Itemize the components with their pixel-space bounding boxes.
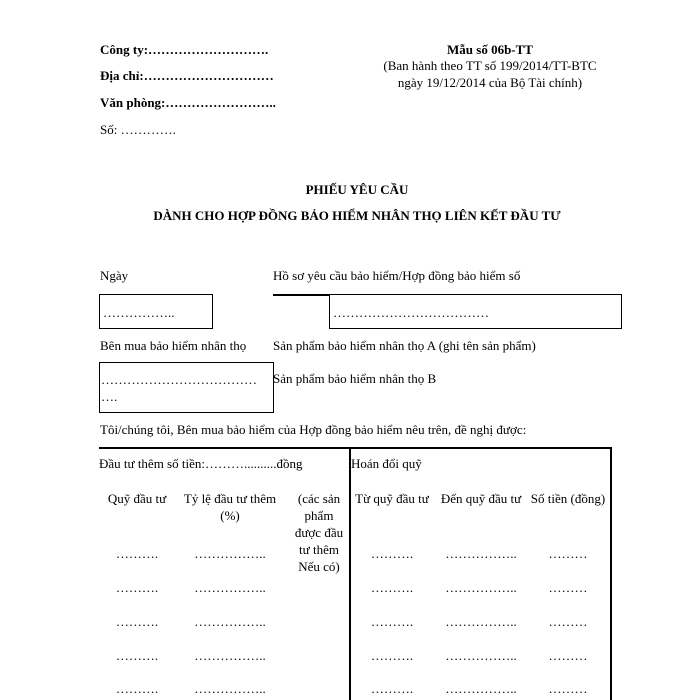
- page-title: PHIẾU YÊU CẦU: [305, 182, 409, 197]
- header-note-line-2: phẩm: [304, 508, 334, 523]
- address-field: Địa chỉ:…………………………: [100, 68, 274, 83]
- buyer-value-line-2: ….: [101, 389, 118, 404]
- row-to-fund[interactable]: ……………..: [445, 580, 517, 595]
- request-intro: Tôi/chúng tôi, Bên mua bảo hiểm của Hợp đồng bảo hiểm nêu trên, đề nghị được:: [100, 422, 527, 437]
- fund-switch-title: Hoán đổi quỹ: [351, 456, 422, 471]
- top-up-amount-title: Đầu tư thêm số tiền:………..........đồng: [99, 456, 303, 471]
- number-field: Số: ………….: [100, 122, 176, 137]
- issued-line-2: ngày 19/12/2014 của Bộ Tài chính): [397, 75, 583, 90]
- company-field: Công ty:……………………….: [100, 42, 269, 57]
- row-fund[interactable]: ……….: [115, 546, 159, 561]
- buyer-value-line-1: ………………………………: [101, 372, 257, 387]
- form-number: Mẫu số 06b-TT: [447, 42, 533, 57]
- row-amount[interactable]: ………: [548, 546, 588, 561]
- header-note-line-1: (các sản: [297, 491, 341, 506]
- row-from-fund[interactable]: ……….: [370, 681, 414, 696]
- page-subtitle: DÀNH CHO HỢP ĐỒNG BẢO HIỂM NHÂN THỌ LIÊN KẾT ĐẦU TƯ: [153, 208, 561, 223]
- row-from-fund[interactable]: ……….: [370, 648, 414, 663]
- row-from-fund[interactable]: ……….: [370, 546, 414, 561]
- header-from-fund: Từ quỹ đầu tư: [355, 491, 429, 506]
- issued-line-1: (Ban hành theo TT số 199/2014/TT-BTC: [383, 58, 597, 73]
- row-to-fund[interactable]: ……………..: [445, 546, 517, 561]
- row-from-fund[interactable]: ……….: [370, 580, 414, 595]
- header-ratio-line-1: Tỷ lệ đầu tư thêm: [183, 491, 277, 506]
- row-amount[interactable]: ………: [548, 648, 588, 663]
- row-to-fund[interactable]: ……………..: [445, 681, 517, 696]
- buyer-box[interactable]: [99, 362, 274, 413]
- date-label: Ngày: [100, 268, 129, 283]
- table-top-border: [99, 447, 611, 449]
- office-field: Văn phòng:……………………..: [100, 95, 276, 110]
- header-note-line-3: được đầu: [294, 525, 344, 540]
- policy-value: ………………………………: [333, 305, 489, 320]
- row-to-fund[interactable]: ……………..: [445, 648, 517, 663]
- buyer-label: Bên mua bảo hiểm nhân thọ: [100, 338, 247, 353]
- row-fund[interactable]: ……….: [115, 648, 159, 663]
- row-from-fund[interactable]: ……….: [370, 614, 414, 629]
- row-amount[interactable]: ………: [548, 580, 588, 595]
- date-box[interactable]: [99, 294, 213, 329]
- row-fund[interactable]: ……….: [115, 614, 159, 629]
- header-note-line-4: tư thêm: [299, 542, 339, 557]
- header-fund: Quỹ đầu tư: [107, 491, 167, 506]
- row-ratio[interactable]: ……………..: [194, 681, 266, 696]
- row-ratio[interactable]: ……………..: [194, 546, 266, 561]
- row-amount[interactable]: ………: [548, 614, 588, 629]
- product-b-label: Sản phẩm bảo hiểm nhân thọ B: [273, 371, 437, 386]
- header-to-fund: Đến quỹ đầu tư: [440, 491, 522, 506]
- header-amount: Số tiền (đồng): [530, 491, 606, 506]
- header-ratio-line-2: (%): [220, 508, 240, 523]
- row-to-fund[interactable]: ……………..: [445, 614, 517, 629]
- row-ratio[interactable]: ……………..: [194, 614, 266, 629]
- row-ratio[interactable]: ……………..: [194, 648, 266, 663]
- row-fund[interactable]: ……….: [115, 580, 159, 595]
- row-fund[interactable]: ……….: [115, 681, 159, 696]
- header-note-line-5: Nếu có): [298, 559, 340, 574]
- policy-box[interactable]: [329, 294, 622, 329]
- table-right-border: [610, 447, 612, 700]
- product-a-label: Sản phẩm bảo hiểm nhân thọ A (ghi tên sản phẩm): [273, 338, 536, 353]
- policy-top-line: [273, 294, 329, 296]
- policy-label: Hồ sơ yêu cầu bảo hiểm/Hợp đồng bảo hiểm số: [273, 268, 521, 283]
- date-value: ……………..: [103, 305, 175, 320]
- row-amount[interactable]: ………: [548, 681, 588, 696]
- row-ratio[interactable]: ……………..: [194, 580, 266, 595]
